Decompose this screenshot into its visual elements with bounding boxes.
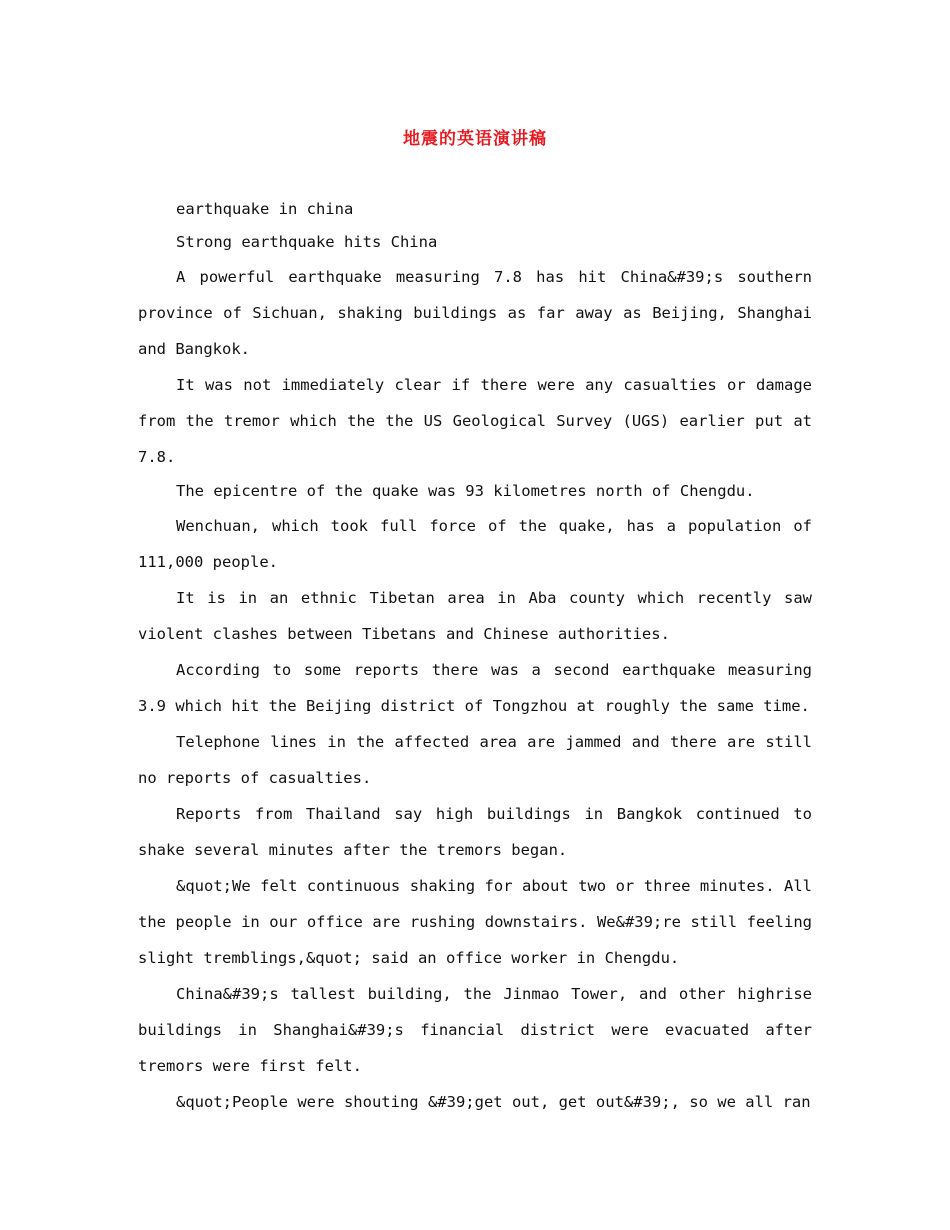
- document-body: [138, 193, 812, 1120]
- paragraph: earthquake in china: [176, 200, 354, 218]
- paragraph: China&#39;s tallest building, the Jinmao Tower, and other highrise buildings in Shanghai&#39;s financial district were evacuated after tremors were first felt.: [138, 985, 812, 1075]
- paragraph: &quot;We felt continuous shaking for about two or three minutes. All the people in our office are rushing downstairs. We&#39;re still feeling slight tremblings,&quot; said an office worker in Chengdu.: [138, 877, 812, 967]
- paragraph: It is in an ethnic Tibetan area in Aba county which recently saw violent clashes between Tibetans and Chinese authorities.: [138, 589, 812, 643]
- paragraph: Telephone lines in the affected area are jammed and there are still no reports of casualties.: [138, 733, 812, 787]
- document-title: 地震的英语演讲稿: [403, 129, 547, 149]
- paragraph: &quot;People were shouting &#39;get out, get out&#39;, so we all ran: [176, 1093, 811, 1111]
- paragraph: Reports from Thailand say high buildings in Bangkok continued to shake several minutes after the tremors began.: [138, 805, 812, 859]
- paragraph: It was not immediately clear if there were any casualties or damage from the tremor which the the US Geological Survey (UGS) earlier put at 7.8.: [138, 376, 812, 466]
- paragraph: Wenchuan, which took full force of the quake, has a population of 111,000 people.: [138, 517, 812, 571]
- paragraph: A powerful earthquake measuring 7.8 has hit China&#39;s southern province of Sichuan, shaking buildings as far away as Beijing, Shanghai and Bangkok.: [138, 268, 812, 358]
- paragraph: According to some reports there was a second earthquake measuring 3.9 which hit the Beijing district of Tongzhou at roughly the same time.: [138, 661, 812, 715]
- paragraph: The epicentre of the quake was 93 kilometres north of Chengdu.: [176, 482, 755, 500]
- paragraph: Strong earthquake hits China: [176, 233, 438, 251]
